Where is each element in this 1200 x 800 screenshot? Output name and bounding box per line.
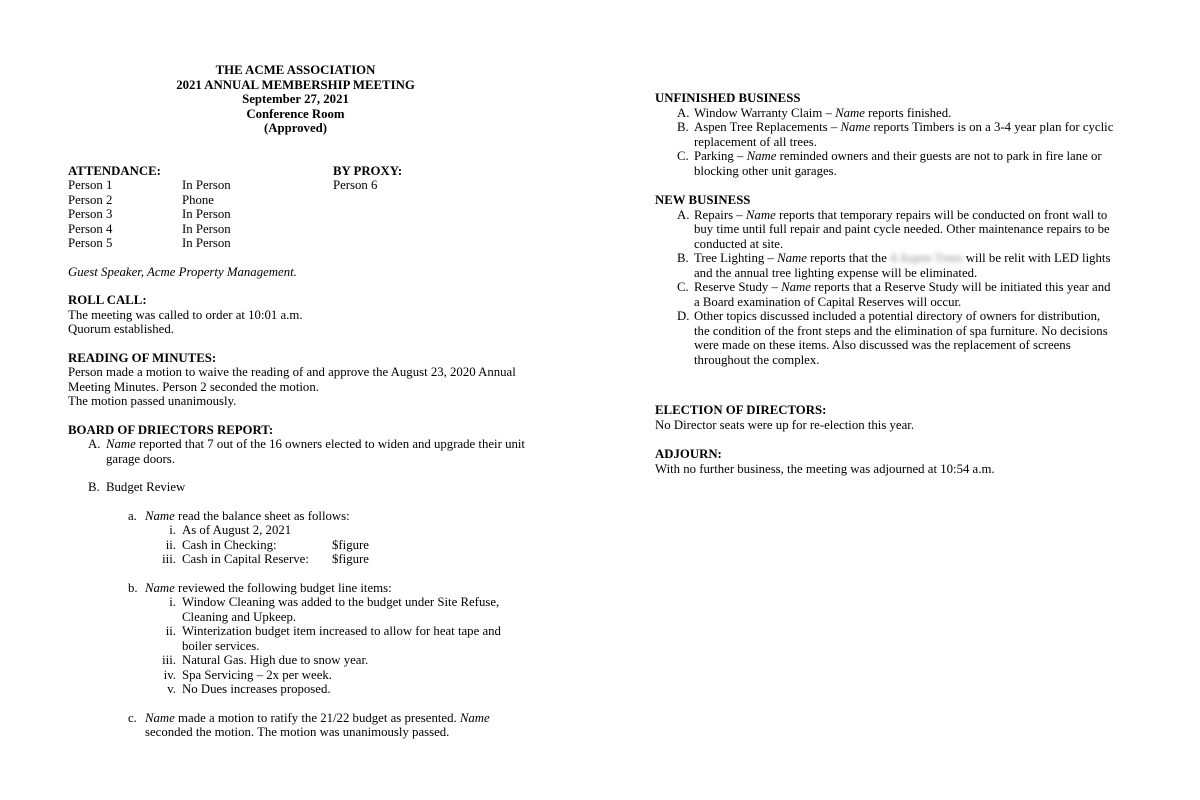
text-segment: Window Warranty Claim –: [694, 105, 836, 120]
attendee-mode: In Person: [182, 236, 231, 250]
board-report-heading: BOARD OF DRIECTORS REPORT:: [68, 422, 274, 437]
left-column: [68, 63, 548, 740]
text-segment: read the balance sheet as follows:: [174, 508, 350, 523]
person-name-italic: Name: [835, 105, 865, 120]
attendance-row: [68, 236, 548, 251]
text-segment: replacement of all trees.: [694, 134, 817, 149]
by-proxy-heading: BY PROXY:: [333, 163, 403, 178]
text-segment: buy time until full repair and paint cycle needed. Other maintenance repairs to be: [694, 222, 1110, 236]
list-item-c: [655, 280, 1130, 309]
list-label: D.: [677, 309, 690, 323]
doc-approved-status: (Approved): [263, 121, 328, 135]
budget-item: [68, 624, 548, 653]
list-item-b: [68, 480, 548, 495]
guest-speaker-note: Guest Speaker, Acme Property Management.: [68, 264, 297, 279]
attendance-section: [68, 164, 548, 251]
budget-item-text: Cleaning and Upkeep.: [182, 609, 297, 624]
proxy-attendee-name: Person 6: [333, 178, 378, 192]
budget-item-text: Winterization budget item increased to allow for heat tape and: [182, 624, 501, 638]
balance-row: [68, 523, 548, 538]
list-item-a: [655, 106, 1130, 121]
list-item-text: [694, 324, 1130, 339]
text-segment: conducted at site.: [694, 236, 784, 251]
doc-location: Conference Room: [246, 106, 345, 121]
balance-text: Cash in Checking:: [182, 537, 277, 552]
text-segment: were made on these items. Also discussed was the replacement of screens: [694, 338, 1071, 352]
text-line: No Director seats were up for re-election this year.: [655, 417, 915, 432]
list-item-a: [655, 208, 1130, 252]
attendance-heading: ATTENDANCE:: [68, 163, 161, 178]
text-line: Person made a motion to waive the reading of and approve the August 23, 2020 Annual: [68, 365, 516, 379]
text-segment: reminded owners and their guests are not to park in fire lane or: [776, 149, 1102, 163]
balance-sheet-subsection: [68, 509, 548, 567]
doc-date: September 27, 2021: [242, 92, 349, 106]
attendee-mode: Phone: [182, 192, 214, 207]
attendee-name: Person 5: [68, 236, 113, 250]
person-name-italic: Name: [746, 149, 777, 163]
text-segment: reports that a Reserve Study will be initiated this year and: [810, 280, 1111, 294]
adjourn-heading: ADJOURN:: [655, 447, 722, 461]
list-item-text: [694, 338, 1130, 353]
budget-item: [68, 682, 548, 697]
roman-label: iii.: [162, 552, 176, 566]
attendance-row: [68, 178, 548, 193]
list-item-b: [655, 120, 1130, 149]
text-line: Meeting Minutes. Person 2 seconded the motion.: [68, 379, 319, 394]
text-segment: Repairs –: [694, 207, 746, 222]
list-label: C.: [677, 280, 689, 294]
text-line: Quorum established.: [68, 322, 174, 336]
roll-call-heading: ROLL CALL:: [68, 293, 147, 307]
person-name-italic: Name: [745, 207, 776, 222]
list-item-a: [68, 437, 548, 466]
list-label: C.: [677, 149, 689, 163]
person-name-italic: Name: [145, 710, 175, 725]
budget-item-text: Natural Gas. High due to snow year.: [182, 653, 369, 667]
person-name-italic: Name: [459, 710, 490, 725]
roman-label: i.: [169, 595, 176, 609]
attendee-mode: In Person: [182, 221, 231, 236]
list-item-text: [694, 251, 1110, 265]
person-name-italic: Name: [840, 120, 871, 134]
list-label: b.: [128, 580, 138, 595]
attendance-row: [68, 222, 548, 237]
text-line: The motion passed unanimously.: [68, 394, 237, 408]
board-report-section: [68, 423, 548, 740]
text-segment: reports finished.: [864, 105, 952, 120]
balance-value: $figure: [332, 537, 369, 552]
text-segment: made a motion to ratify the 21/22 budget as presented.: [174, 710, 460, 725]
text-segment: will be relit with LED lights: [962, 251, 1111, 265]
attendee-name: Person 1: [68, 178, 113, 192]
attendance-row: [68, 193, 548, 208]
text-segment: seconded the motion. The motion was unanimously passed.: [145, 725, 450, 739]
attendee-name: Person 2: [68, 192, 113, 207]
list-item-text: [145, 725, 548, 740]
list-item-text: [694, 295, 1130, 310]
election-heading: ELECTION OF DIRECTORS:: [655, 403, 827, 417]
budget-lines-subsection: [68, 581, 548, 697]
list-item-b: [655, 251, 1130, 280]
list-label: B.: [88, 480, 100, 494]
text-segment: Aspen Tree Replacements –: [694, 120, 841, 134]
list-label: A.: [677, 207, 690, 222]
list-item-text: [694, 106, 951, 120]
person-name-italic: Name: [106, 437, 136, 451]
text-segment: Reserve Study –: [694, 280, 782, 294]
roman-label: iii.: [162, 653, 176, 667]
adjourn-section: [655, 447, 1130, 476]
list-item-text: [694, 149, 1102, 163]
attendee-mode: In Person: [182, 178, 231, 192]
list-item-text: [145, 581, 392, 595]
text-segment: reports that the: [806, 251, 891, 265]
attendance-list: [68, 164, 548, 251]
attendee-name: Person 4: [68, 221, 113, 236]
list-label: B.: [677, 251, 689, 265]
balance-value: $figure: [332, 552, 369, 566]
attendee-name: Person 3: [68, 207, 113, 221]
list-item-c: [655, 149, 1130, 178]
text-segment: reports Timbers is on a 3-4 year plan for cyclic: [870, 120, 1114, 134]
list-item-text: [106, 480, 185, 494]
text-segment: Budget Review: [106, 480, 186, 494]
text-segment: the condition of the front steps and the elimination of spa furniture. No decisions: [694, 323, 1108, 338]
list-item-text: [694, 353, 1130, 368]
list-item-text: [694, 266, 1130, 281]
new-business-heading: NEW BUSINESS: [655, 193, 751, 207]
balance-text: Cash in Capital Reserve:: [182, 552, 309, 566]
roman-label: ii.: [165, 624, 176, 638]
text-segment: and the annual tree lighting expense will be eliminated.: [694, 265, 978, 280]
list-item-text: [694, 237, 1130, 252]
roll-call-section: [68, 293, 548, 337]
roman-label: iv.: [163, 667, 176, 682]
doc-meeting-title: 2021 ANNUAL MEMBERSHIP MEETING: [176, 77, 415, 92]
new-business-section: [655, 193, 1130, 367]
budget-item-text: boiler services.: [182, 638, 260, 653]
person-name-italic: Name: [145, 580, 175, 595]
roman-label: ii.: [165, 537, 176, 552]
budget-item-text: No Dues increases proposed.: [182, 682, 331, 696]
reading-of-minutes-section: [68, 351, 548, 409]
attendance-row: [68, 207, 548, 222]
roman-label: v.: [167, 682, 176, 696]
reading-of-minutes-heading: READING OF MINUTES:: [68, 350, 217, 365]
redacted-text: 4 Aspen Trees: [890, 251, 963, 265]
by-proxy-block: [333, 164, 402, 193]
text-segment: reported that 7 out of the 16 owners elected to widen and upgrade their unit: [135, 437, 525, 451]
list-label: c.: [128, 710, 137, 725]
text-segment: throughout the complex.: [694, 352, 820, 367]
budget-item: [68, 595, 548, 624]
budget-item-text: Window Cleaning was added to the budget under Site Refuse,: [182, 595, 500, 609]
text-segment: reviewed the following budget line items:: [174, 580, 392, 595]
list-item-text: [694, 309, 1100, 323]
person-name-italic: Name: [145, 508, 175, 523]
list-item-text: [694, 120, 1113, 134]
list-item-text: [145, 711, 490, 725]
right-column: [655, 91, 1130, 476]
list-item-text: [694, 222, 1130, 237]
text-line: The meeting was called to order at 10:01 a.m.: [68, 307, 303, 322]
list-item-text: [694, 164, 1130, 179]
list-item-text: [694, 135, 1130, 150]
roman-label: i.: [169, 523, 176, 537]
balance-row: [68, 538, 548, 553]
list-label: A.: [88, 437, 101, 451]
attendee-mode: In Person: [182, 207, 231, 221]
balance-row: [68, 552, 548, 567]
list-label: B.: [677, 120, 689, 134]
list-item-text: [106, 437, 525, 451]
text-segment: Parking –: [694, 149, 747, 163]
balance-text: As of August 2, 2021: [182, 523, 292, 537]
document-title-block: [68, 63, 523, 136]
list-item-text: [145, 509, 350, 523]
list-item-text: [106, 452, 548, 467]
text-segment: garage doors.: [106, 451, 175, 466]
text-segment: a Board examination of Capital Reserves will occur.: [694, 294, 962, 309]
list-label: A.: [677, 105, 690, 120]
budget-item: [68, 668, 548, 683]
person-name-italic: Name: [777, 251, 807, 265]
text-line: With no further business, the meeting was adjourned at 10:54 a.m.: [655, 461, 995, 476]
unfinished-business-section: [655, 91, 1130, 178]
list-label: a.: [128, 508, 137, 523]
election-section: [655, 403, 1130, 432]
budget-item: [68, 653, 548, 668]
text-segment: blocking other unit garages.: [694, 163, 837, 178]
unfinished-business-heading: UNFINISHED BUSINESS: [655, 91, 801, 105]
person-name-italic: Name: [781, 280, 811, 294]
list-item-d: [655, 309, 1130, 367]
list-item-text: [694, 208, 1107, 222]
text-segment: reports that temporary repairs will be conducted on front wall to: [775, 207, 1108, 222]
budget-item-text: Spa Servicing – 2x per week.: [182, 667, 332, 682]
list-item-text: [694, 280, 1111, 294]
text-segment: Other topics discussed included a potential directory of owners for distribution,: [694, 309, 1101, 323]
text-segment: Tree Lighting –: [694, 251, 778, 265]
budget-motion-subsection: [68, 711, 548, 740]
doc-org-name: THE ACME ASSOCIATION: [215, 63, 376, 77]
